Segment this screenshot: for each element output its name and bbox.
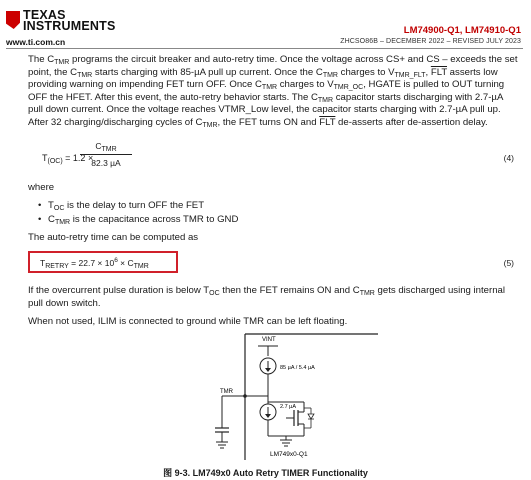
timer-circuit-schematic [200,332,380,462]
list-item: • $T_{OC}$ is the delay to turn OFF the FET [38,200,518,213]
page-header [0,0,531,50]
equation-4-fraction: $C_{TMR}$ 82.3 µA [80,140,132,170]
logo-line-1: TEXAS [23,8,66,22]
header-divider [6,48,523,49]
source1-label: 85 µA / 5.4 µA [280,365,315,371]
where-label: where [28,181,55,193]
variable-list [28,200,518,226]
document-meta: ZHCSO86B – DECEMBER 2022 – REVISED JULY 2023 [340,38,521,45]
equation-5 [28,251,518,277]
vint-label: VINT [262,337,276,343]
equation-4-lhs: $T_{(OC)} = 1.2$ × [42,152,94,165]
timer-circuit-figure [200,332,380,462]
autoretry-intro: The auto-retry time can be computed as [28,232,199,244]
logo-line-2: INSTRUMENTS [23,19,116,33]
equation-5-highlight-box: $T_{RETRY} = 22.7 \times 10^6 \times C_{TMR}$ [28,251,178,273]
body-diode [308,414,314,419]
ti-logo-icon [6,11,20,29]
website-url: www.ti.com.cn [6,37,66,47]
tmr-pin-label: TMR [220,389,233,395]
equation-4 [28,140,518,176]
part-numbers: LM74900-Q1, LM74910-Q1 [403,25,521,36]
equation-4-number: (4) [503,152,514,163]
equation-5-number: (5) [503,257,514,268]
figure-caption: 图 9-3. LM749x0 Auto Retry TIMER Functionality [163,468,368,478]
ti-logo [6,10,115,32]
paragraph-overcurrent: If the overcurrent pulse duration is below $T_{OC}$ then the FET remains ON and $C_{TMR}$ gets discharged using internal pull down switch. [28,284,506,309]
paragraph-not-used: When not used, ILIM is connected to ground while TMR can be left floating. [28,316,348,328]
source2-label: 2.7 µA [280,404,297,410]
main-content [28,54,518,335]
device-part-label: LM749x0-Q1 [270,451,308,458]
paragraph-ctmr-description: The $C_{TMR}$ programs the circuit breaker and auto-retry time. Once the voltage across CS+ and CS – exceeds the set point, the $C_{TMR}$ starts charging with 85-µA pull up current. Once the $C_{TMR}$ charges to $V_{TMR\_FLT}$, $\overline{FLT}$ asserts low providing warning on impending FET turn OFF. Once $C_{TMR}$ charges to $V_{TMR\_OC}$, HGATE is pulled to OUT turning OFF the HFET. After this event, the auto-retry behavior starts. The $C_{TMR}$ capacitor starts discharging with 2.7-µA pull down current. Once the voltage reaches VTMR_Low level, the capacitor starts charging with 2.7-µA pull up. After 32 charging/discharging cycles of $C_{TMR}$, the FET turns ON and $\overline{FLT}$ de-asserts after de-assertion delay. [28,54,518,129]
list-item: • $C_{TMR}$ is the capacitance across TMR to GND [38,214,518,227]
